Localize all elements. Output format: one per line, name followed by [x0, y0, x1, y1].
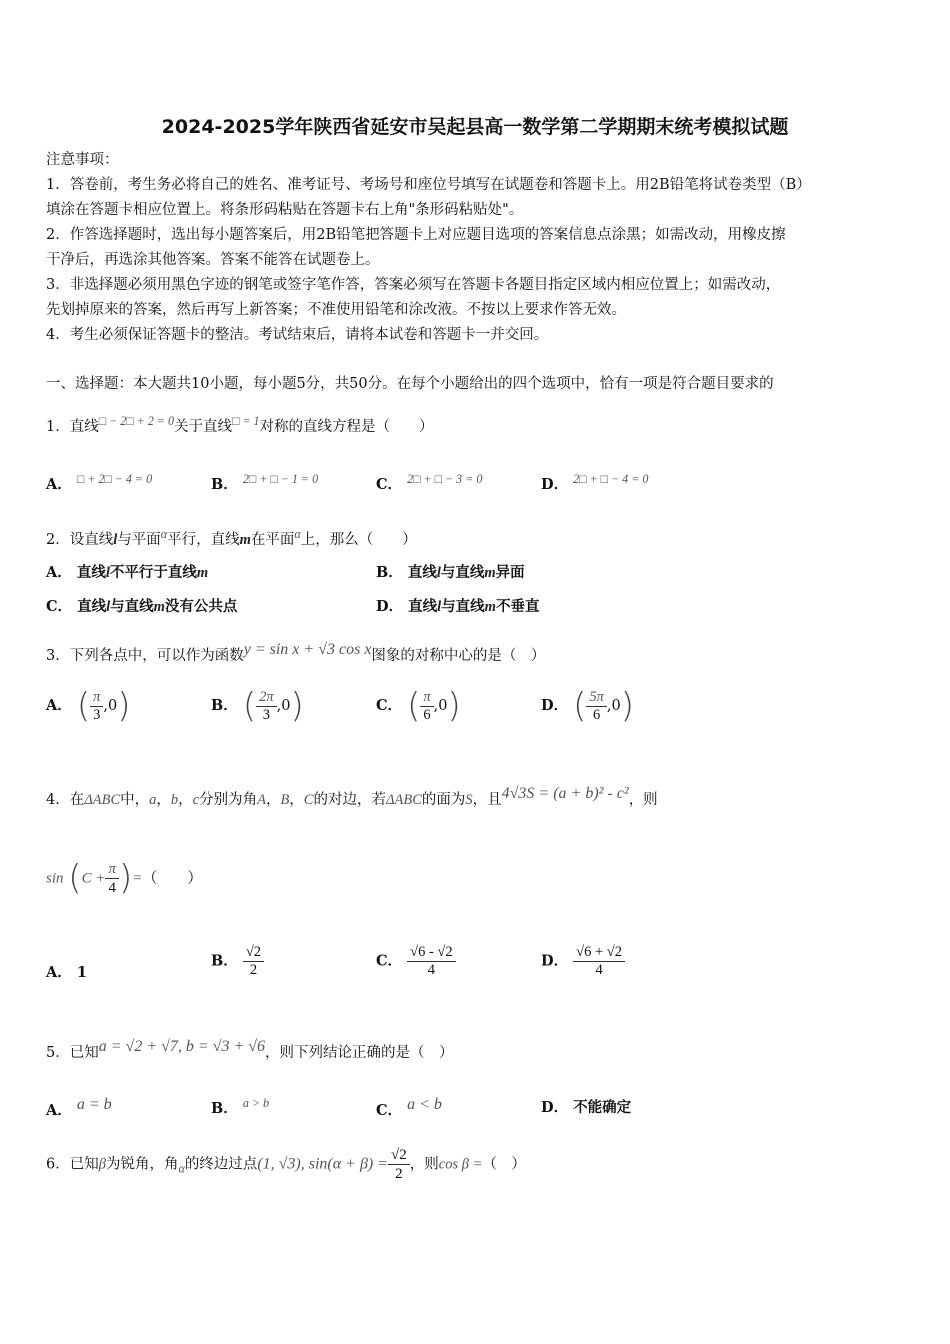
option-c[interactable]: C． 直线l与直线m没有公共点 [46, 598, 238, 615]
option-d[interactable]: D． 直线l与直线m不垂直 [376, 598, 540, 615]
notice-line: 2．作答选择题时，选出每小题答案后，用2B铅笔把答题卡上对应题目选项的答案信息点涂黑；如需改动，用橡皮擦 [46, 227, 786, 243]
notice-line: 填涂在答题卡相应位置上。将条形码粘贴在答题卡右上角"条形码粘贴处"。 [46, 202, 524, 218]
notice-line: 干净后，再选涂其他答案。答案不能答在试题卷上。 [46, 252, 380, 268]
section-heading: 一、选择题：本大题共10小题，每小题5分，共50分。在每个小题给出的四个选项中，恰有一项是符合题目要求的 [46, 376, 774, 392]
notice-line: 3．非选择题必须用黑色字迹的钢笔或签字笔作答，答案必须写在答题卡各题目指定区域内相应位置上；如需改动， [46, 277, 781, 293]
notice-heading: 注意事项： [46, 152, 119, 168]
option-c[interactable]: C． ( $\frac{\pi}{6}$ ,0) [376, 686, 461, 726]
option-b[interactable]: B． $\frac{√2}{2}$ [211, 944, 264, 979]
option-c[interactable]: C． $\frac{√6 - √2}{4}$ [376, 944, 456, 979]
math-expression: □ = 1 [232, 414, 260, 428]
page-title: 2024-2025学年陕西省延安市吴起县高一数学第二学期期末统考模拟试题 [161, 116, 789, 138]
option-a[interactable]: A． 直线l不平行于直线m [46, 564, 209, 581]
question-number: 1． [46, 418, 70, 435]
option-a[interactable]: A． 1 [46, 964, 87, 981]
question-4: 4．在ΔABC中，a，b，c分别为角A，B，C的对边，若ΔABC的面为S，且$^{4√3S = (a + b)^2 - c^2}$，则 [46, 785, 658, 808]
option-c[interactable]: C． $^{2□ + □ - 3 = 0}$ [376, 472, 483, 493]
option-a[interactable]: A． $^{a = b}$ [46, 1096, 112, 1119]
notice-line: 先划掉原来的答案，然后再写上新答案；不准使用铅笔和涂改液。不按以上要求作答无效。 [46, 302, 626, 318]
option-d[interactable]: D． $\frac{√6 + √2}{4}$ [541, 944, 625, 979]
notice-line: 1．答卷前，考生务必将自己的姓名、准考证号、考场号和座位号填写在试题卷和答题卡上。用2B铅笔将试卷类型（B） [46, 177, 811, 193]
option-a[interactable]: A． $^{□ + 2□ - 4 = 0}$ [46, 472, 153, 493]
notice-line: 4．考生必须保证答题卡的整洁。考试结束后，请将本试卷和答题卡一并交回。 [46, 327, 549, 343]
question-4-continued: sin (C + $\frac{\pi}{4}$ )=（ ） [46, 858, 203, 898]
question-3: 3．下列各点中，可以作为函数$^{y = sin x + √3 cos x}$图象的对称中心的是（ ） [46, 641, 546, 664]
option-b[interactable]: B． $^{2□ + □ - 1 = 0}$ [211, 472, 319, 493]
question-1 [46, 414, 434, 436]
option-b[interactable]: B． ( $\frac{2\pi}{3}$ ,0) [211, 686, 304, 726]
question-text: 直线 [69, 418, 99, 435]
math-expression: □ − 2□ + 2 = 0 [98, 414, 175, 428]
option-a[interactable]: A． ( $\frac{\pi}{3}$ ,0) [46, 686, 131, 726]
question-2: 2．设直线l与平面$^\alpha$平行，直线m在平面$^\alpha$上，那么（ ） [46, 527, 417, 548]
option-c[interactable]: C． $^{a < b}$ [376, 1096, 442, 1119]
option-d[interactable]: D． ( $\frac{5\pi}{6}$ ,0) [541, 686, 635, 726]
question-text: 关于直线 [174, 418, 233, 435]
option-b[interactable]: B． $^{a > b}$ [211, 1096, 270, 1117]
question-6: 6．已知β为锐角，角$_\alpha$的终边过点(1, √3), sin(α + β) = $\frac{√2}{2}$ ，则cos β =（ ） [46, 1147, 526, 1182]
question-5: 5．已知$^{a = √2 + √7, b = √3 + √6}$，则下列结论正确的是（ ） [46, 1038, 454, 1061]
option-d[interactable]: D． $^{2□ + □ - 4 = 0}$ [541, 472, 649, 493]
question-text: 对称的直线方程是（ ） [259, 418, 434, 435]
option-d[interactable]: D． 不能确定 [541, 1099, 632, 1116]
option-b[interactable]: B． 直线l与直线m异面 [376, 564, 525, 581]
